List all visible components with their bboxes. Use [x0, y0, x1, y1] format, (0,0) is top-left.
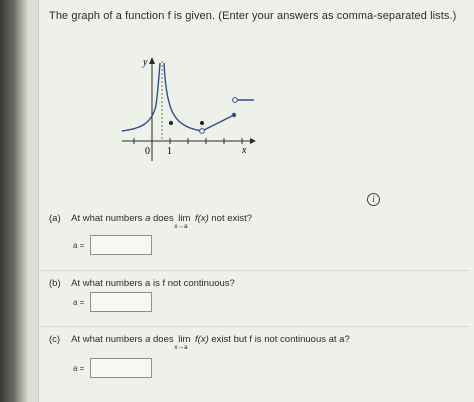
part-c-text-before: At what numbers: [71, 334, 143, 345]
part-a-letter: (a): [49, 213, 61, 224]
x-axis-arrow: [250, 138, 256, 144]
part-c-question: [49, 334, 350, 351]
filled-point-a: [169, 121, 173, 125]
part-b-question: [49, 278, 235, 289]
part-a-var: a: [145, 213, 151, 224]
y-axis-arrow: [149, 57, 155, 64]
question-prompt: The graph of a function f is given. (Enter your answers as comma-separated lists.): [49, 10, 457, 22]
part-a-func: f(x): [195, 213, 209, 224]
part-c-answer-label: a =: [73, 364, 85, 373]
part-c-var: a: [145, 334, 151, 345]
part-a-text-before: At what numbers: [71, 213, 143, 224]
divider: [40, 270, 470, 271]
part-a-answer-label: a =: [73, 241, 85, 250]
part-c-limit: lim x→a: [174, 334, 191, 351]
filled-point-b: [200, 121, 204, 125]
tick-label-zero: 0: [145, 146, 150, 157]
part-c-letter: (c): [49, 334, 61, 345]
info-icon[interactable]: i: [367, 193, 380, 206]
part-c-limit-sub: x→a: [174, 344, 188, 351]
part-a-question: [49, 213, 253, 230]
part-c-text-after: exist but f is not continuous at a?: [211, 334, 350, 345]
y-axis-label: y: [143, 57, 148, 68]
part-b-letter: (b): [49, 278, 61, 289]
part-c-text-mid: does: [153, 334, 174, 345]
x-axis-label: x: [242, 145, 247, 156]
divider: [40, 326, 470, 327]
tick-label-one: 1: [167, 146, 172, 157]
part-a-text-after: not exist?: [211, 213, 253, 224]
open-point-e: [233, 98, 238, 103]
part-a-text-mid: does: [153, 213, 174, 224]
part-a-answer-input[interactable]: [90, 235, 152, 255]
part-b-answer-input[interactable]: [90, 292, 152, 312]
part-c-answer-input[interactable]: [90, 358, 152, 378]
part-a-limit-sub: x→a: [174, 223, 188, 230]
part-b-answer-label: a =: [73, 298, 85, 307]
filled-point-d: [232, 113, 236, 117]
part-a-limit: lim x→a: [174, 213, 191, 230]
part-c-func: f(x): [195, 334, 209, 345]
curve-left-branch: [122, 63, 160, 131]
function-graph: [118, 55, 258, 165]
curve-right-branch: [164, 63, 202, 131]
open-point-c: [200, 129, 205, 134]
curve-line-segment: [202, 115, 234, 131]
part-b-text: At what numbers a is f not continuous?: [71, 278, 235, 289]
